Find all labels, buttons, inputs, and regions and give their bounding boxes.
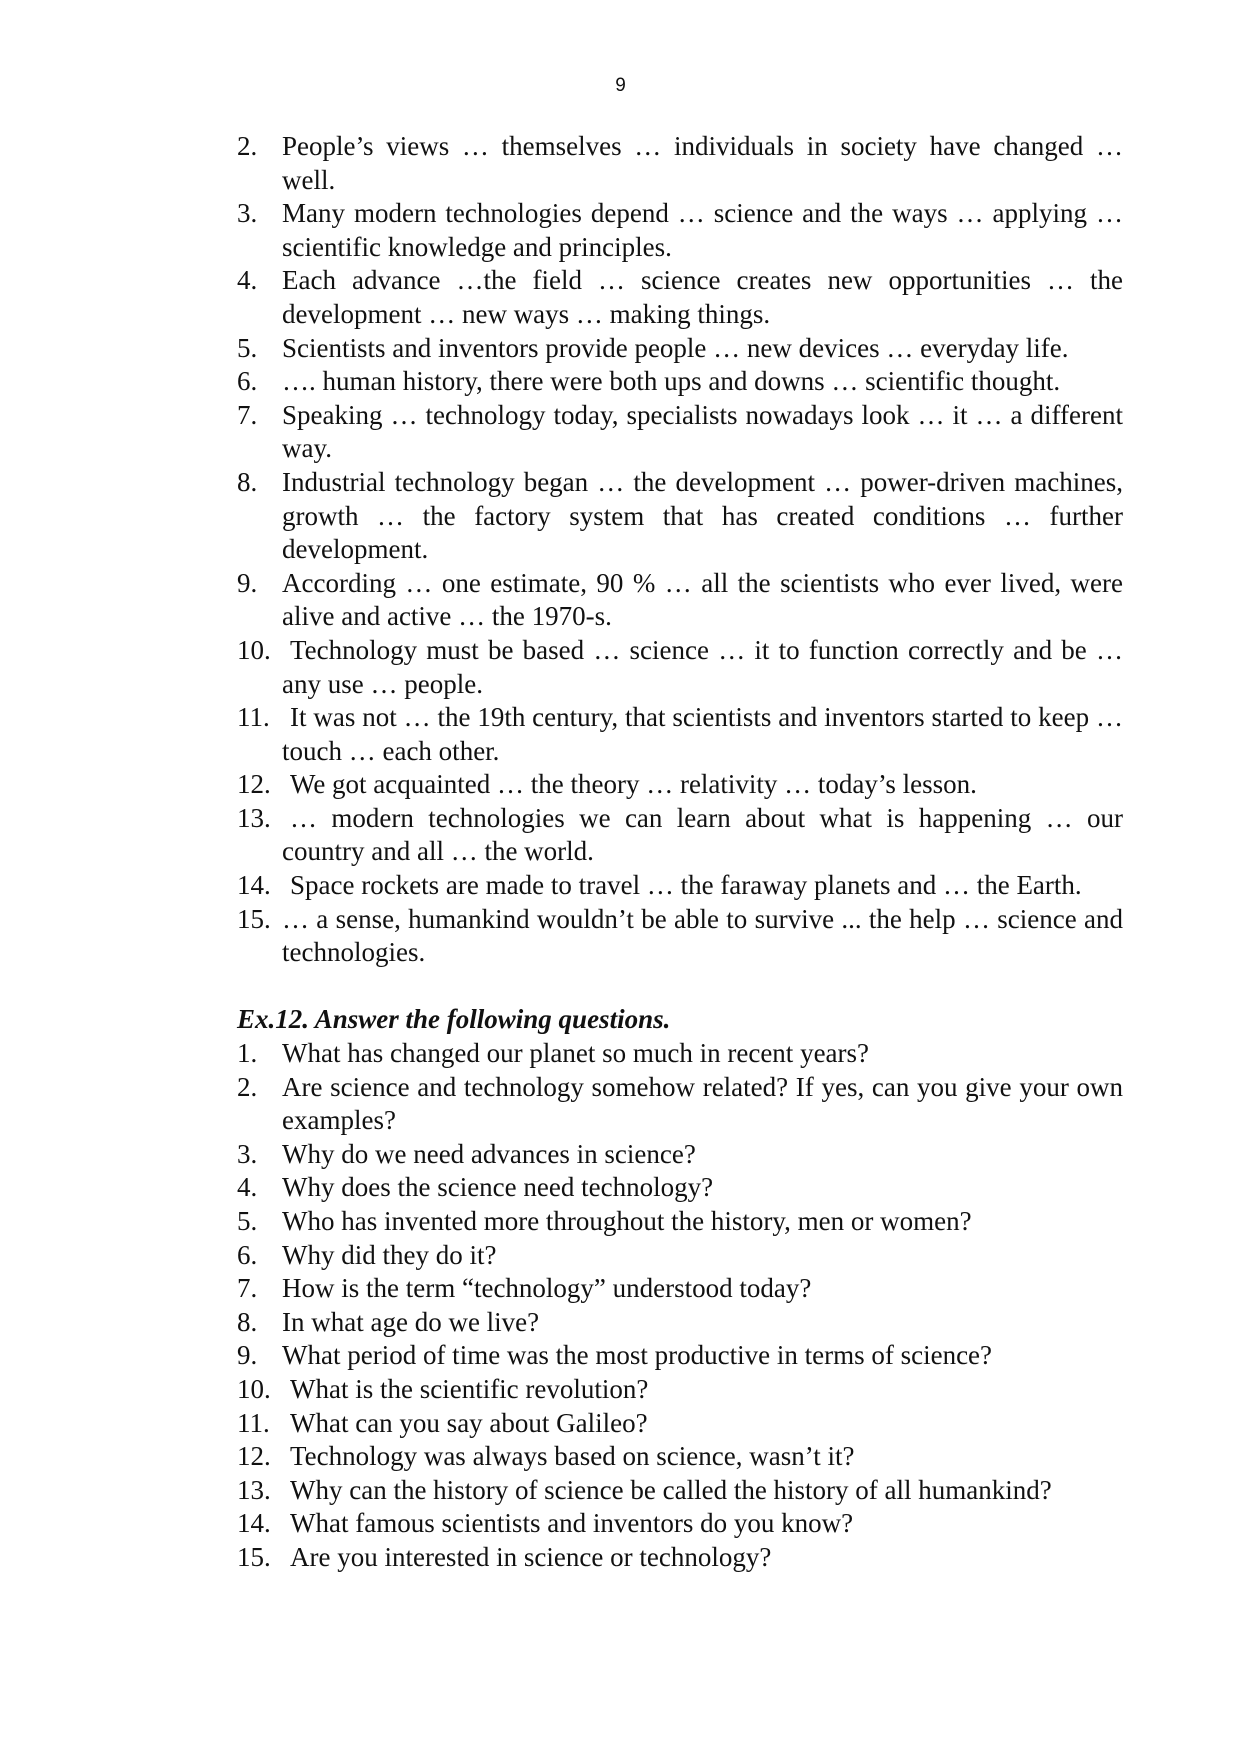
list-item bbox=[237, 130, 1123, 197]
list-item bbox=[237, 365, 1123, 399]
item-number: 10. bbox=[237, 1373, 271, 1404]
item-text: How is the term “technology” understood today? bbox=[282, 1273, 812, 1304]
item-text: People’s views … themselves … individuals in society have changed … well. bbox=[282, 131, 1123, 195]
item-text: Why does the science need technology? bbox=[282, 1172, 714, 1203]
item-number: 12. bbox=[237, 1441, 271, 1472]
item-text: Many modern technologies depend … science and the ways … applying … scientific knowledge and principles. bbox=[282, 198, 1123, 262]
list-item bbox=[237, 768, 1123, 802]
item-text: What can you say about Galileo? bbox=[290, 1407, 648, 1438]
list-item bbox=[237, 1373, 1123, 1407]
item-text: … modern technologies we can learn about what is happening … our country and all … the world. bbox=[282, 802, 1123, 867]
item-text: Why do we need advances in science? bbox=[282, 1138, 696, 1169]
list-item bbox=[237, 1474, 1123, 1508]
item-text: Industrial technology began … the development … power-driven machines, growth … the factory system that has created conditions … further development. bbox=[282, 466, 1123, 565]
item-number: 14. bbox=[237, 870, 271, 901]
item-number: 7. bbox=[237, 1273, 258, 1304]
item-text: Scientists and inventors provide people … new devices … everyday life. bbox=[282, 332, 1069, 363]
item-text: What is the scientific revolution? bbox=[290, 1373, 649, 1404]
exercise-11-list bbox=[237, 130, 1123, 970]
item-number: 5. bbox=[237, 1206, 258, 1236]
list-item bbox=[237, 1138, 1123, 1172]
item-number: 13. bbox=[237, 802, 271, 833]
item-number: 1. bbox=[237, 1038, 258, 1069]
item-number: 9. bbox=[237, 567, 258, 598]
item-number: 5. bbox=[237, 332, 258, 363]
list-item bbox=[237, 634, 1123, 701]
list-item bbox=[237, 264, 1123, 331]
page-content bbox=[237, 130, 1123, 1575]
item-text: It was not … the 19th century, that scientists and inventors started to keep … touch … each other. bbox=[282, 702, 1123, 766]
item-text: In what age do we live? bbox=[282, 1306, 540, 1337]
item-number: 6. bbox=[237, 1239, 258, 1270]
item-text: Why did they do it? bbox=[282, 1239, 497, 1270]
item-number: 3. bbox=[237, 1138, 258, 1169]
list-item bbox=[237, 1239, 1123, 1273]
list-item bbox=[237, 1407, 1123, 1441]
item-number: 9. bbox=[237, 1340, 258, 1371]
list-item bbox=[237, 1171, 1123, 1205]
item-number: 14. bbox=[237, 1508, 271, 1539]
list-item bbox=[237, 869, 1123, 903]
list-item bbox=[237, 1440, 1123, 1474]
item-text: Technology was always based on science, wasn’t it? bbox=[290, 1441, 855, 1472]
list-item bbox=[237, 1205, 1123, 1239]
item-number: 15. bbox=[237, 1541, 271, 1572]
item-number: 11. bbox=[237, 1407, 270, 1438]
item-text: Are science and technology somehow related? If yes, can you give your own examples? bbox=[282, 1071, 1123, 1136]
item-text: Who has invented more throughout the history, men or women? bbox=[282, 1206, 972, 1236]
exercise-12-title: Ex.12. Answer the following questions. bbox=[237, 1004, 671, 1035]
list-item bbox=[237, 1272, 1123, 1306]
item-text: Space rockets are made to travel … the faraway planets and … the Earth. bbox=[290, 870, 1082, 901]
list-item bbox=[237, 567, 1123, 634]
item-text: …. human history, there were both ups and downs … scientific thought. bbox=[282, 366, 1061, 397]
list-item bbox=[237, 332, 1123, 366]
item-text: Technology must be based … science … it to function correctly and be … any use … people. bbox=[282, 634, 1123, 699]
item-text: Are you interested in science or technology? bbox=[290, 1541, 772, 1572]
item-number: 10. bbox=[237, 634, 271, 665]
list-item bbox=[237, 1306, 1123, 1340]
list-item bbox=[237, 466, 1123, 567]
item-number: 4. bbox=[237, 1172, 258, 1203]
list-item bbox=[237, 1507, 1123, 1541]
list-item bbox=[237, 1339, 1123, 1373]
item-text: What famous scientists and inventors do you know? bbox=[290, 1508, 854, 1539]
item-text: We got acquainted … the theory … relativity … today’s lesson. bbox=[290, 769, 977, 800]
item-number: 11. bbox=[237, 702, 270, 733]
item-number: 8. bbox=[237, 1306, 258, 1337]
item-text: … a sense, humankind wouldn’t be able to survive ... the help … science and technologies. bbox=[282, 903, 1123, 968]
item-text: What period of time was the most productive in terms of science? bbox=[282, 1340, 993, 1371]
list-item bbox=[237, 399, 1123, 466]
list-item bbox=[237, 1541, 1123, 1575]
item-text: Each advance …the field … science creates new opportunities … the development … new ways … making things. bbox=[282, 265, 1123, 329]
item-number: 8. bbox=[237, 466, 258, 497]
item-text: Speaking … technology today, specialists nowadays look … it … a different way. bbox=[282, 399, 1123, 464]
item-number: 4. bbox=[237, 265, 258, 296]
list-item bbox=[237, 701, 1123, 768]
item-number: 2. bbox=[237, 1071, 258, 1102]
item-number: 13. bbox=[237, 1474, 271, 1505]
list-item bbox=[237, 1037, 1123, 1071]
item-number: 7. bbox=[237, 399, 258, 430]
item-number: 2. bbox=[237, 131, 258, 161]
item-text: What has changed our planet so much in recent years? bbox=[282, 1038, 870, 1069]
list-item bbox=[237, 903, 1123, 970]
item-number: 15. bbox=[237, 903, 271, 934]
item-number: 6. bbox=[237, 366, 258, 397]
item-number: 12. bbox=[237, 769, 271, 800]
item-text: Why can the history of science be called the history of all humankind? bbox=[290, 1474, 1052, 1505]
item-number: 3. bbox=[237, 198, 258, 229]
list-item bbox=[237, 197, 1123, 264]
list-item bbox=[237, 802, 1123, 869]
exercise-12-list bbox=[237, 1037, 1123, 1575]
page-number: 9 bbox=[615, 75, 626, 96]
item-text: According … one estimate, 90 % … all the scientists who ever lived, were alive and active … the 1970-s. bbox=[282, 567, 1123, 632]
list-item bbox=[237, 1071, 1123, 1138]
